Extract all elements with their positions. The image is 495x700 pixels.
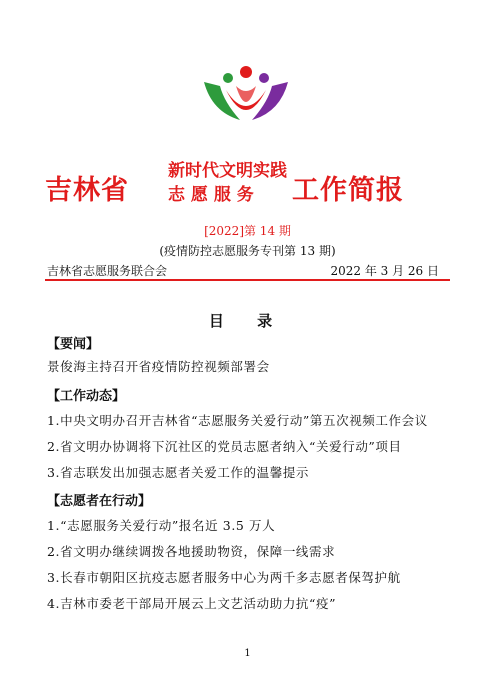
masthead-line1: 新时代文明实践 (168, 161, 287, 181)
toc-item[interactable]: 3.省志联发出加强志愿者关爱工作的温馨提示 (47, 465, 310, 480)
toc-item[interactable]: 2.省文明办协调将下沉社区的党员志愿者纳入“关爱行动”项目 (47, 439, 402, 454)
toc-item[interactable]: 1.中央文明办召开吉林省“志愿服务关爱行动”第五次视频工作会议 (47, 413, 428, 428)
logo-icon (196, 62, 296, 126)
section-heading: 【志愿者在行动】 (47, 494, 152, 509)
toc-item[interactable]: 3.长春市朝阳区抗疫志愿者服务中心为两千多志愿者保驾护航 (47, 570, 401, 585)
toc-item[interactable]: 4.吉林市委老干部局开展云上文艺活动助力抗“疫” (47, 596, 337, 611)
masthead-briefing: 工作简报 (292, 175, 404, 206)
masthead-line2: 志 愿 服 务 (168, 185, 254, 205)
toc-title: 目 录 (208, 312, 287, 330)
page-number: 1 (244, 648, 251, 659)
divider-rule (45, 279, 450, 281)
masthead-province: 吉林省 (45, 175, 129, 206)
toc-item[interactable]: 景俊海主持召开省疫情防控视频部署会 (47, 359, 270, 374)
organization: 吉林省志愿服务联合会 (47, 264, 168, 278)
toc-item[interactable]: 2.省文明办继续调拨各地援助物资，保障一线需求 (47, 544, 336, 559)
toc-item[interactable]: 1.“志愿服务关爱行动”报名近 3.5 万人 (47, 518, 276, 533)
issue-number: [2022]第 14 期 (204, 224, 291, 238)
section-heading: 【要闻】 (47, 337, 100, 352)
publish-date: 2022 年 3 月 26 日 (330, 264, 439, 278)
special-issue: (疫情防控志愿服务专刊第 13 期) (159, 244, 336, 258)
section-heading: 【工作动态】 (47, 389, 126, 404)
